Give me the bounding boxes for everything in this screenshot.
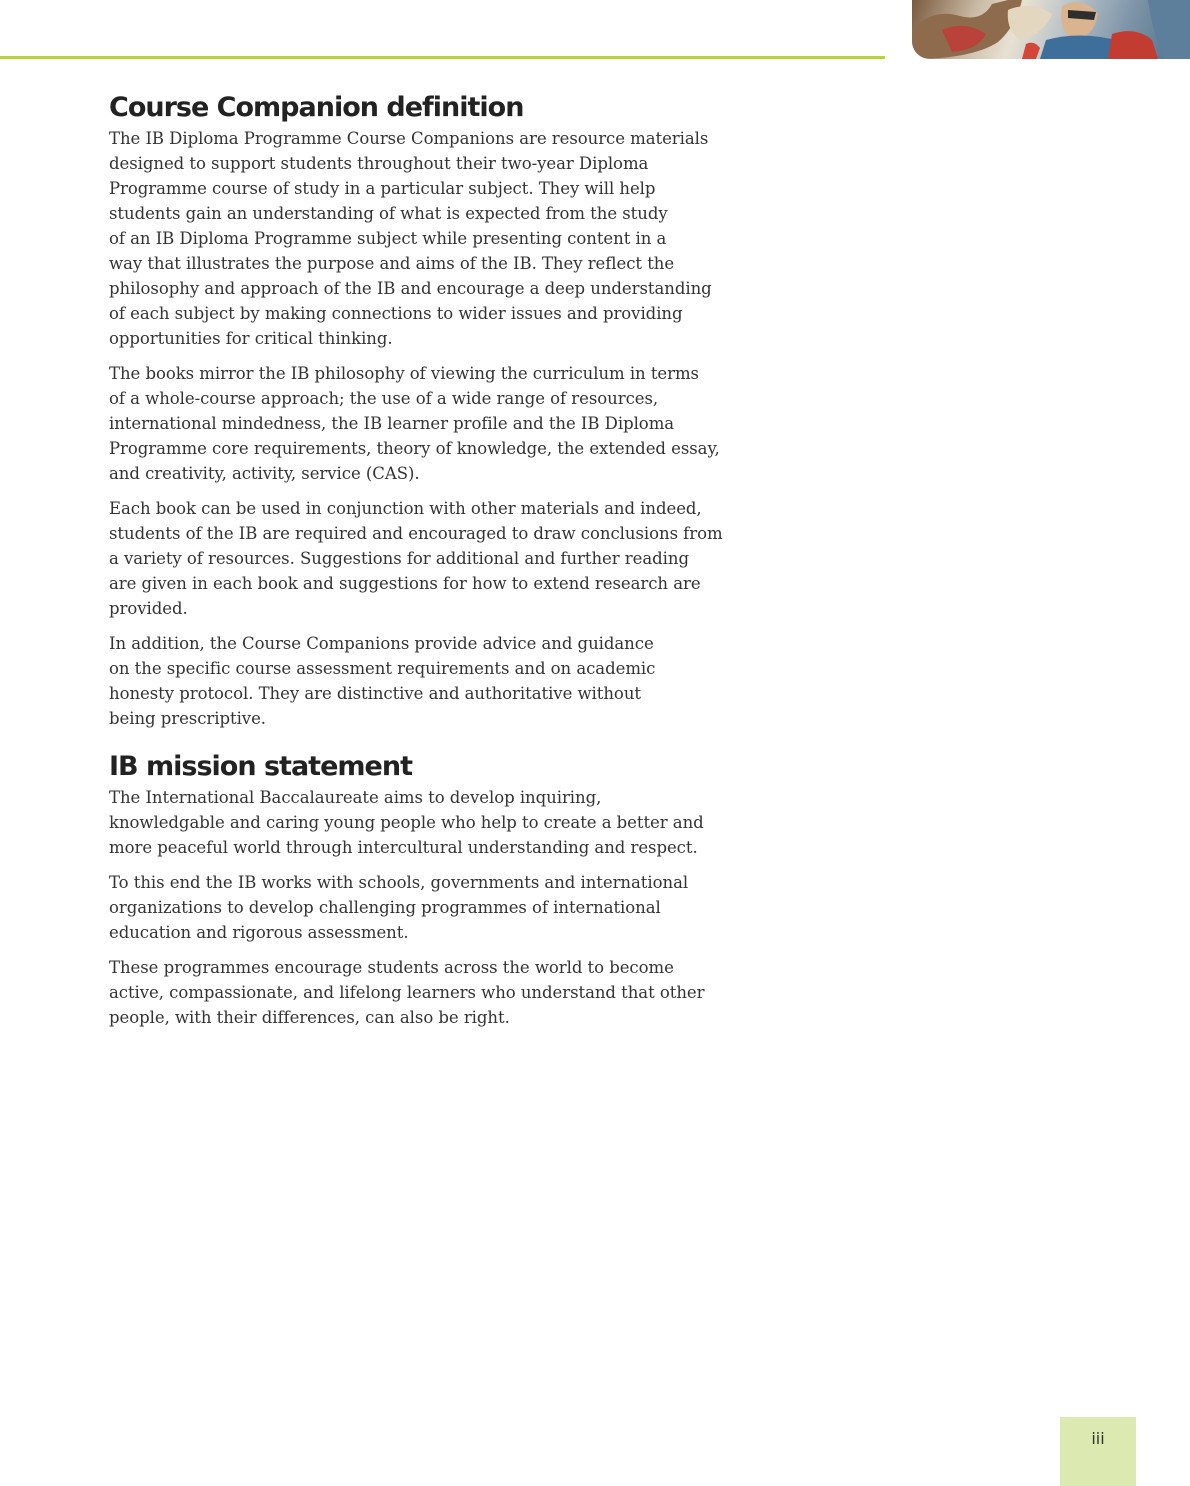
mission-paragraph-1: The International Baccalaureate aims to develop inquiring, knowledgable and caring young people who help to create a better and more peaceful world through intercultural understanding and respect. [109,788,704,857]
course-companion-paragraph-4: In addition, the Course Companions provide advice and guidance on the specific course assessment requirements and on academic honesty protocol. They are distinctive and authoritative without being prescriptive. [109,634,656,728]
page-number-tab [1060,1417,1136,1486]
section-heading-course-companion: Course Companion definition [109,92,524,123]
course-companion-paragraph-3: Each book can be used in conjunction with other materials and indeed, students of the IB are required and encouraged to draw conclusions from a variety of resources. Suggestions for additional and further reading are given in each book and suggestions for how to extend research are provided. [109,499,723,618]
course-companion-paragraph-2: The books mirror the IB philosophy of viewing the curriculum in terms of a whole-course approach; the use of a wide range of resources, international mindedness, the IB learner profile and the IB Diploma Programme core requirements, theory of knowledge, the extended essay, and creativity, activity, service (CAS). [109,364,720,483]
course-companion-paragraph-1: The IB Diploma Programme Course Companions are resource materials designed to support students throughout their two-year Diploma Programme course of study in a particular subject. They will help students gain an understanding of what is expected from the study of an IB Diploma Programme subject while presenting content in a way that illustrates the purpose and aims of the IB. They reflect the philosophy and approach of the IB and encourage a deep understanding of each subject by making connections to wider issues and providing opportunities for critical thinking. [109,129,712,348]
header-illustration [912,0,1190,59]
page-number: iii [1091,1429,1105,1448]
section-heading-mission-statement: IB mission statement [109,751,412,782]
header-rule [0,56,885,59]
mission-paragraph-2: To this end the IB works with schools, governments and international organizations to develop challenging programmes of international education and rigorous assessment. [109,873,689,942]
mission-paragraph-3: These programmes encourage students across the world to become active, compassionate, and lifelong learners who understand that other people, with their differences, can also be right. [109,958,705,1027]
main-content [109,90,779,1040]
